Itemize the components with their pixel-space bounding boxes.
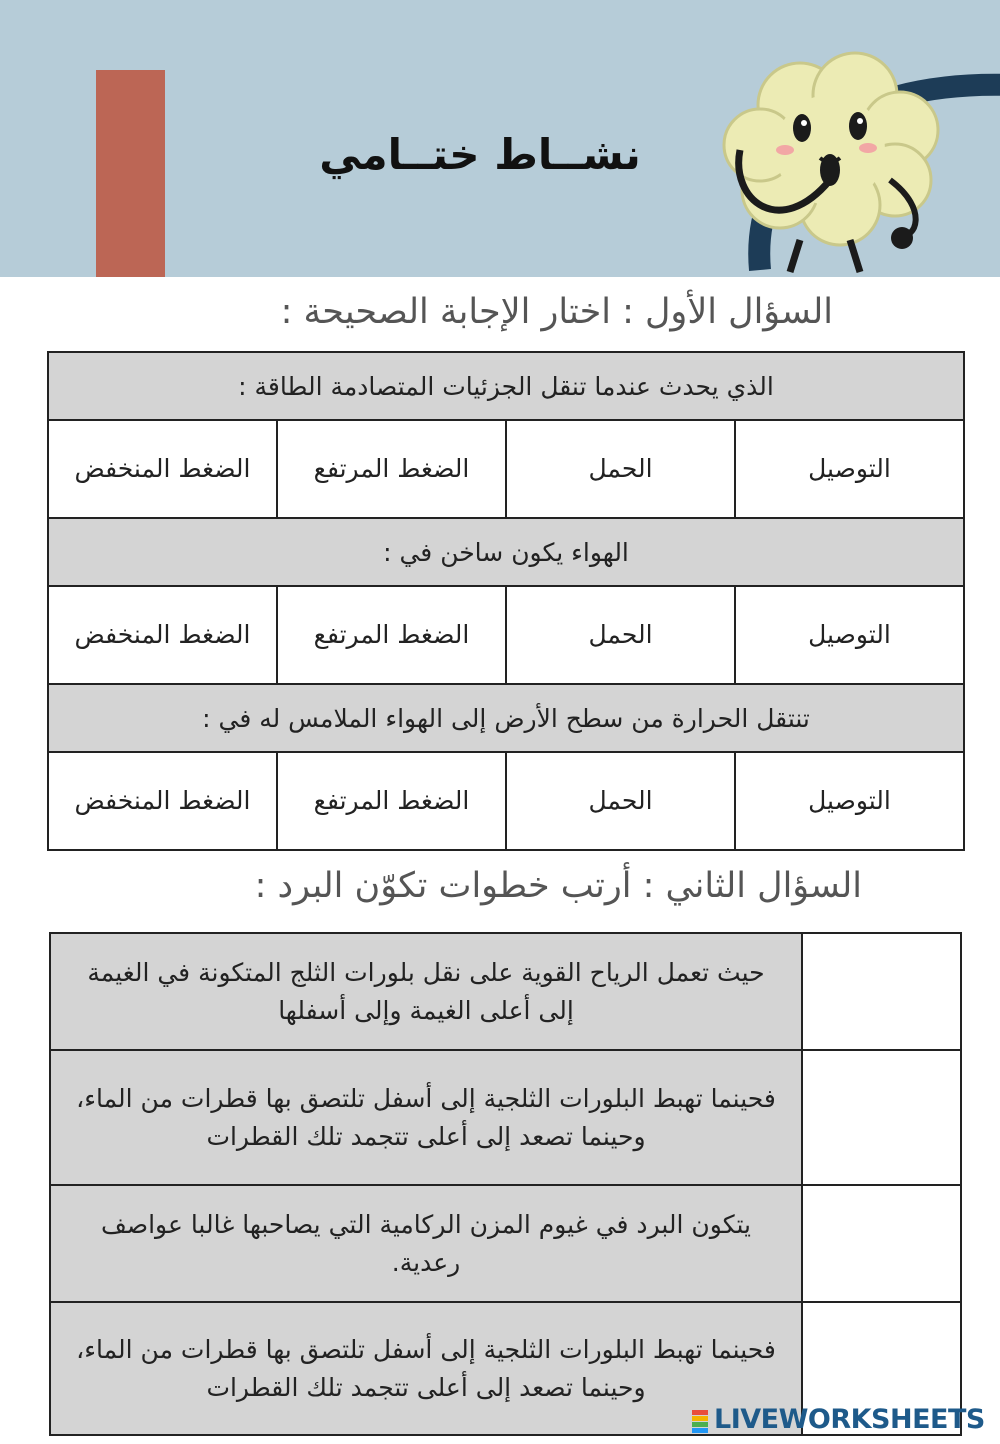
page-title: نشــاط ختــامي — [319, 130, 641, 179]
option-conduction[interactable]: التوصيل — [735, 586, 964, 684]
option-low-pressure[interactable]: الضغط المنخفض — [48, 420, 277, 518]
option-high-pressure[interactable]: الضغط المرتفع — [277, 420, 506, 518]
option-convection[interactable]: الحمل — [506, 586, 735, 684]
header-banner — [0, 0, 1000, 277]
option-high-pressure[interactable]: الضغط المرتفع — [277, 752, 506, 850]
order-answer-box[interactable] — [802, 933, 961, 1050]
thinking-brain-icon — [690, 40, 1000, 277]
question1-table — [47, 351, 965, 851]
logo-badge-icon — [692, 1410, 708, 1432]
question-prompt: الهواء يكون ساخن في : — [48, 518, 964, 586]
liveworksheets-logo[interactable] — [692, 1404, 992, 1440]
bookmark-ribbon — [96, 70, 165, 277]
option-conduction[interactable]: التوصيل — [735, 752, 964, 850]
question2-table — [49, 932, 962, 1436]
question-prompt: تنتقل الحرارة من سطح الأرض إلى الهواء الملامس له في : — [48, 684, 964, 752]
hail-step: حيث تعمل الرياح القوية على نقل بلورات الثلج المتكونة في الغيمة إلى أعلى الغيمة وإلى أسفلها — [50, 933, 802, 1050]
option-convection[interactable]: الحمل — [506, 752, 735, 850]
logo-text: LIVEWORKSHEETS — [714, 1404, 985, 1435]
order-answer-box[interactable] — [802, 1050, 961, 1185]
question-prompt: الذي يحدث عندما تنقل الجزئيات المتصادمة الطاقة : — [48, 352, 964, 420]
option-low-pressure[interactable]: الضغط المنخفض — [48, 586, 277, 684]
option-high-pressure[interactable]: الضغط المرتفع — [277, 586, 506, 684]
option-convection[interactable]: الحمل — [506, 420, 735, 518]
hail-step: فحينما تهبط البلورات الثلجية إلى أسفل تلتصق بها قطرات من الماء، وحينما تصعد إلى أعلى تتجمد تلك القطرات — [50, 1050, 802, 1185]
question1-heading: السؤال الأول : اختار الإجابة الصحيحة : — [280, 292, 833, 332]
option-low-pressure[interactable]: الضغط المنخفض — [48, 752, 277, 850]
hail-step: يتكون البرد في غيوم المزن الركامية التي يصاحبها غالبا عواصف رعدية. — [50, 1185, 802, 1302]
order-answer-box[interactable] — [802, 1185, 961, 1302]
question2-heading: السؤال الثاني : أرتب خطوات تكوّن البرد : — [254, 866, 862, 906]
option-conduction[interactable]: التوصيل — [735, 420, 964, 518]
hail-step: فحينما تهبط البلورات الثلجية إلى أسفل تلتصق بها قطرات من الماء، وحينما تصعد إلى أعلى تتجمد تلك القطرات — [50, 1302, 802, 1435]
